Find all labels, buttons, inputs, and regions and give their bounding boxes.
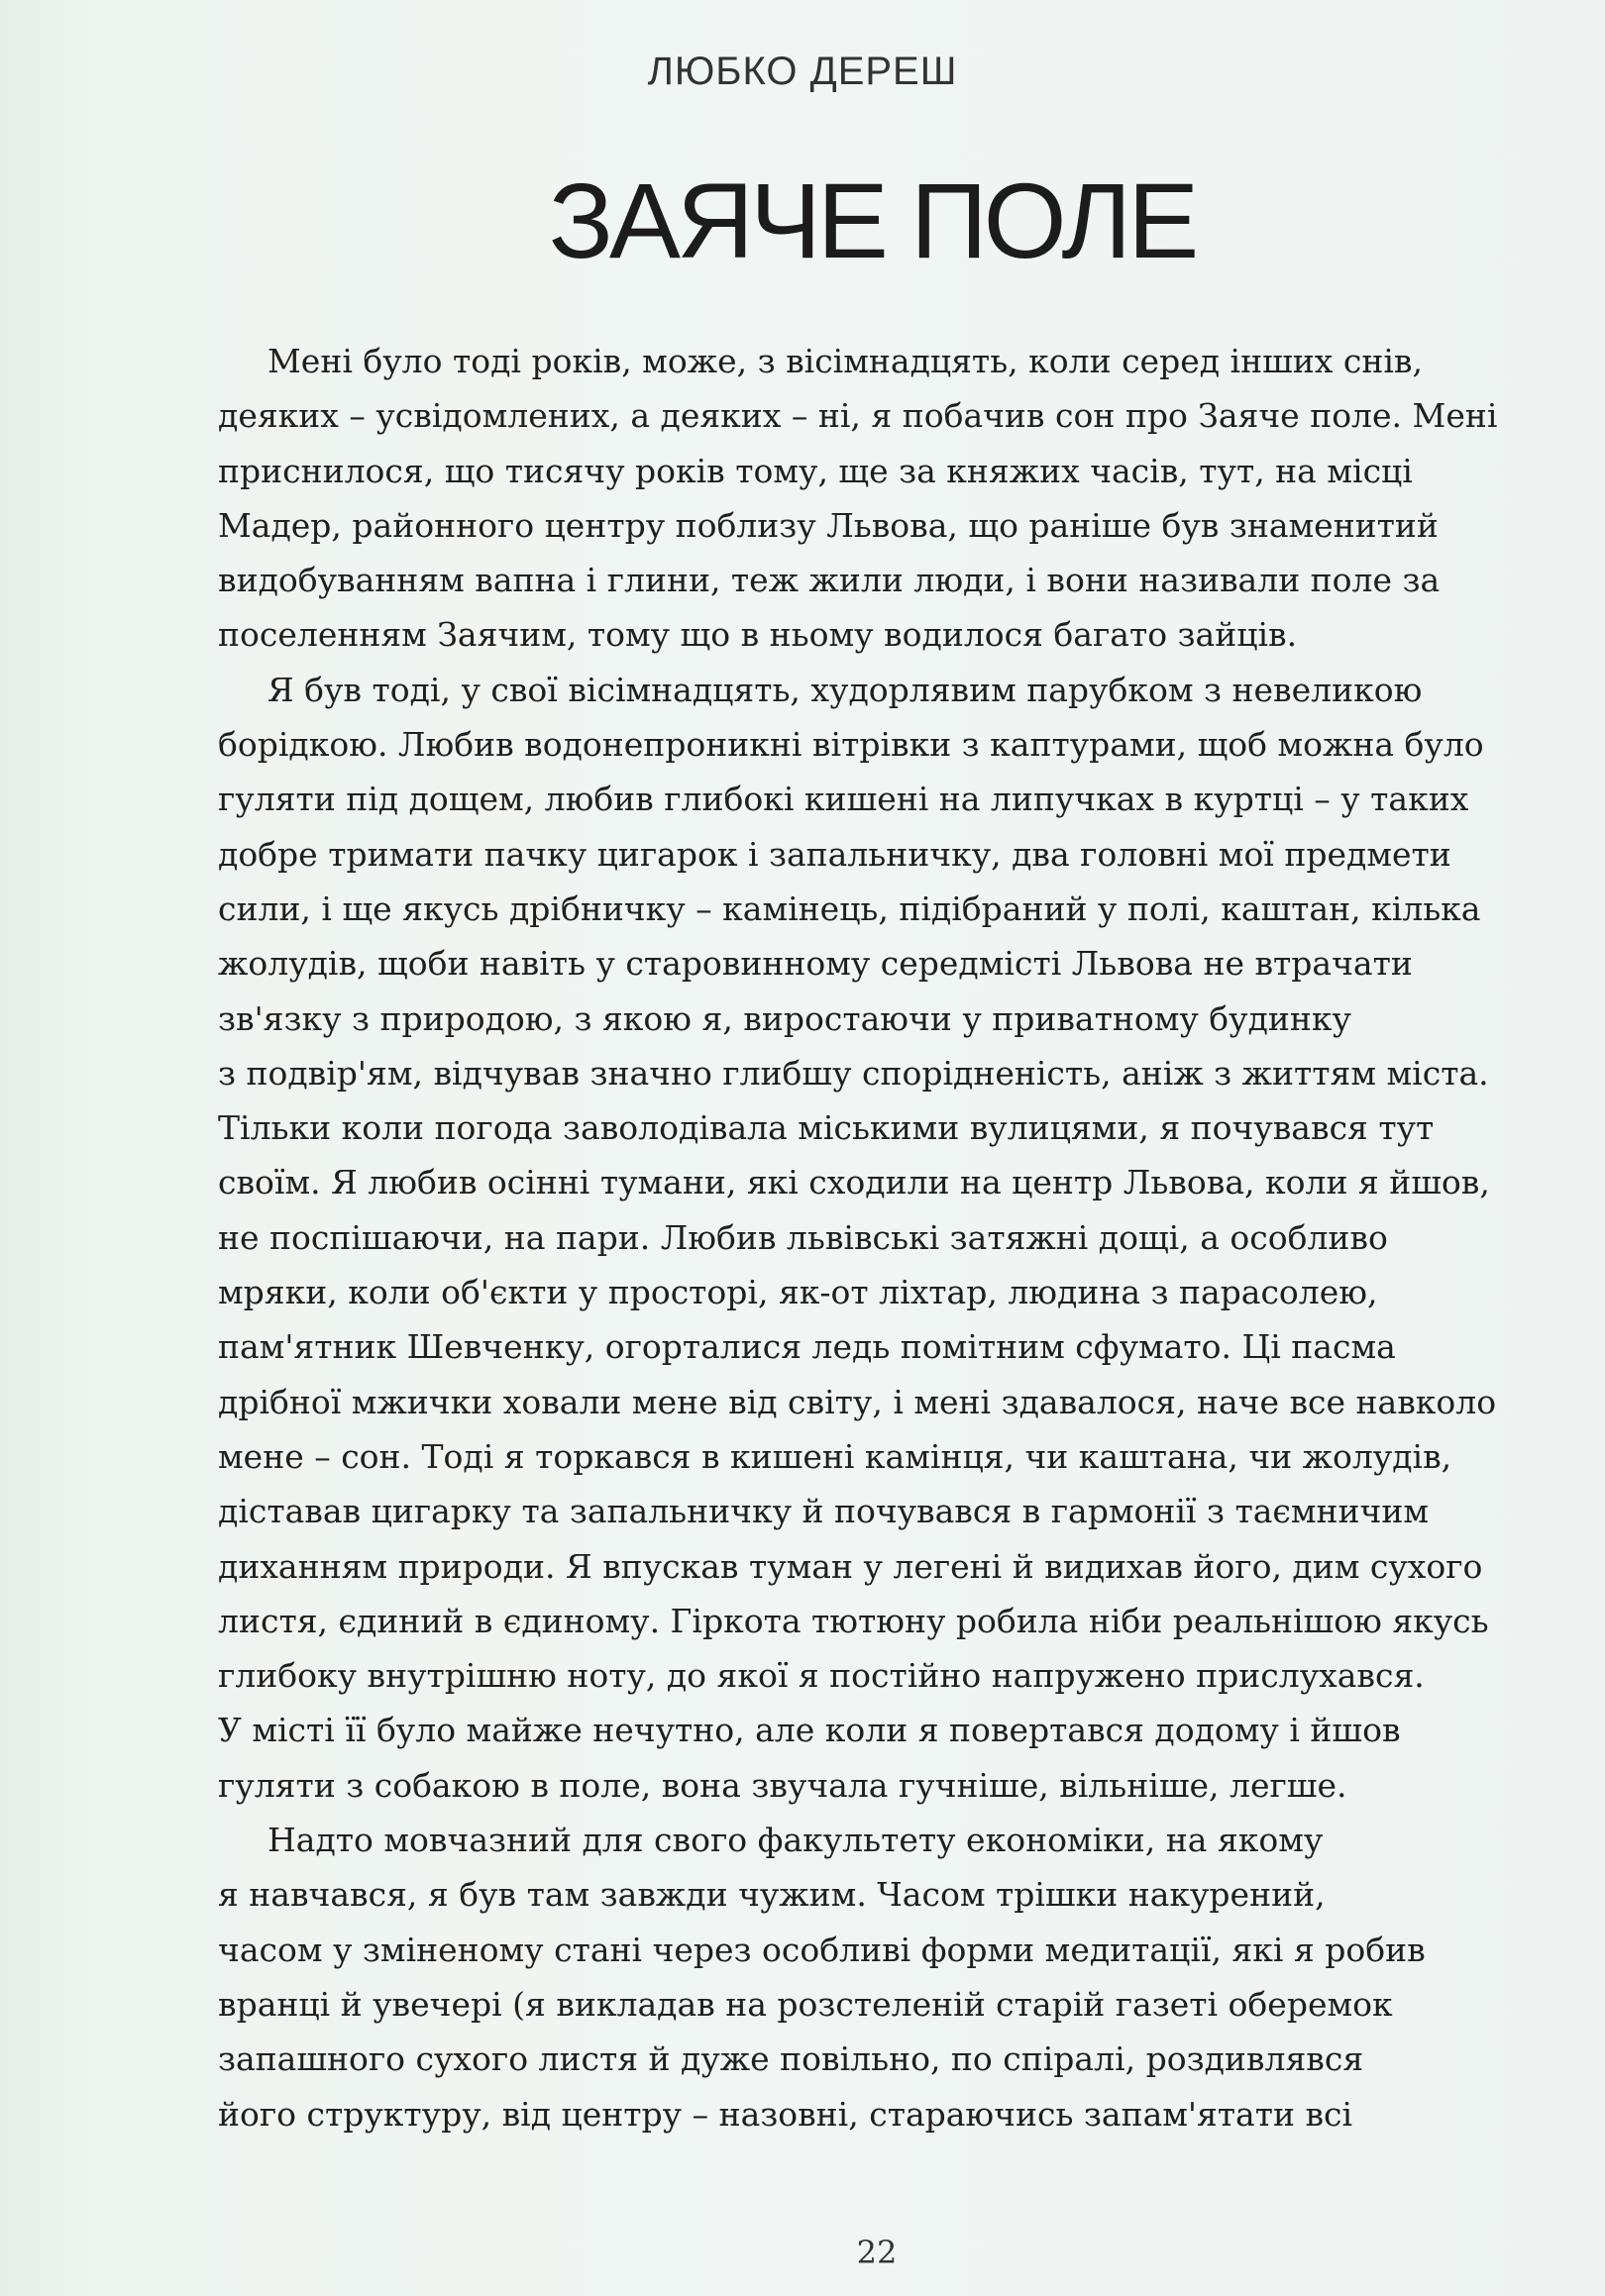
text-line: я навчався, я був там завжди чужим. Часом трішки накурений, bbox=[218, 1875, 1326, 1915]
text-line: часом у зміненому стані через особливі форми медитації, які я робив bbox=[218, 1930, 1426, 1969]
text-line: листя, єдиний в єдиному. Гіркота тютюну робила ніби реальнішою якусь bbox=[218, 1601, 1489, 1640]
text-line: вранці й увечері (я викладав на розстеленій старій газеті оберемок bbox=[218, 1984, 1393, 2024]
text-line: не поспішаючи, на пари. Любив львівські затяжні дощі, а особливо bbox=[218, 1217, 1388, 1257]
text-line: Мадер, районного центру поблизу Львова, що раніше був знаменитий bbox=[218, 505, 1439, 545]
text-line: своїм. Я любив осінні тумани, які сходили на центр Львова, коли я йшов, bbox=[218, 1163, 1490, 1202]
text-line: запашного сухого листя й дуже повільно, по спіралі, роздивлявся bbox=[218, 2039, 1364, 2079]
page-number: 22 bbox=[856, 2234, 898, 2271]
text-line: дрібної мжички ховали мене від світу, і мені здавалося, наче все навколо bbox=[218, 1382, 1497, 1421]
text-line: мряки, коли об'єкти у просторі, як-от ліхтар, людина з парасолею, bbox=[218, 1273, 1378, 1312]
text-line: диханням природи. Я впускав туман у легені й видихав його, дим сухого bbox=[218, 1546, 1483, 1586]
text-line: глибоку внутрішню ноту, до якої я постійно напружено прислухався. bbox=[218, 1656, 1425, 1696]
text-line: його структуру, від центру – назовні, стараючись запам'ятати всі bbox=[218, 2094, 1353, 2134]
text-line: з подвір'ям, відчував значно глибшу спорідненість, аніж з життям міста. bbox=[218, 1053, 1489, 1093]
paragraph-3 bbox=[218, 1813, 1555, 2141]
text-line: гуляти під дощем, любив глибокі кишені на липучках в куртці – у таких bbox=[218, 780, 1469, 819]
text-line: Я був тоді, у свої вісімнадцять, худорлявим парубком з невеликою bbox=[268, 670, 1423, 709]
text-line: Надто мовчазний для свого факультету економіки, на якому bbox=[268, 1821, 1324, 1860]
text-line: жолудів, щоби навіть у старовинному середмісті Львова не втрачати bbox=[218, 944, 1413, 984]
text-line: діставав цигарку та запальничку й почувався в гармонії з таємничим bbox=[218, 1492, 1429, 1531]
text-line: добре тримати пачку цигарок і запальничку, два головні мої предмети bbox=[218, 834, 1451, 874]
paragraph-2 bbox=[218, 663, 1555, 1813]
text-line: гуляти з собакою в поле, вона звучала гучніше, вільніше, легше. bbox=[218, 1765, 1347, 1805]
text-line: зв'язку з природою, з якою я, виростаючи у приватному будинку bbox=[218, 998, 1351, 1038]
text-line: мене – сон. Тоді я торкався в кишені камінця, чи каштана, чи жолудів, bbox=[218, 1436, 1452, 1476]
text-line: приснилося, що тисячу років тому, ще за княжих часів, тут, на місці bbox=[218, 451, 1413, 490]
text-line: пам'ятник Шевченку, огорталися ледь помітним сфумато. Ці пасма bbox=[218, 1327, 1396, 1367]
text-line: Тільки коли погода заволодівала міськими вулицями, я почувався тут bbox=[218, 1108, 1435, 1148]
text-line: деяких – усвідомлених, а деяких – ні, я побачив сон про Заяче поле. Мені bbox=[218, 396, 1498, 436]
body-text bbox=[218, 334, 1555, 2141]
text-line: видобуванням вапна і глини, теж жили люди, і вони називали поле за bbox=[218, 561, 1441, 600]
text-line: Мені було тоді років, може, з вісімнадцять, коли серед інших снів, bbox=[268, 342, 1423, 380]
text-line: борідкою. Любив водонепроникні вітрівки з каптурами, щоб можна було bbox=[218, 725, 1484, 765]
paragraph-1 bbox=[218, 334, 1555, 663]
chapter-title: ЗАЯЧЕ ПОЛЕ bbox=[548, 160, 1196, 280]
text-line: поселенням Заячим, тому що в ньому водилося багато зайців. bbox=[218, 615, 1298, 655]
text-line: сили, і ще якусь дрібничку – камінець, підібраний у полі, каштан, кілька bbox=[218, 888, 1481, 928]
author-name: ЛЮБКО ДЕРЕШ bbox=[647, 50, 958, 93]
text-line: У місті її було майже нечутно, але коли я повертався додому і йшов bbox=[218, 1711, 1401, 1750]
